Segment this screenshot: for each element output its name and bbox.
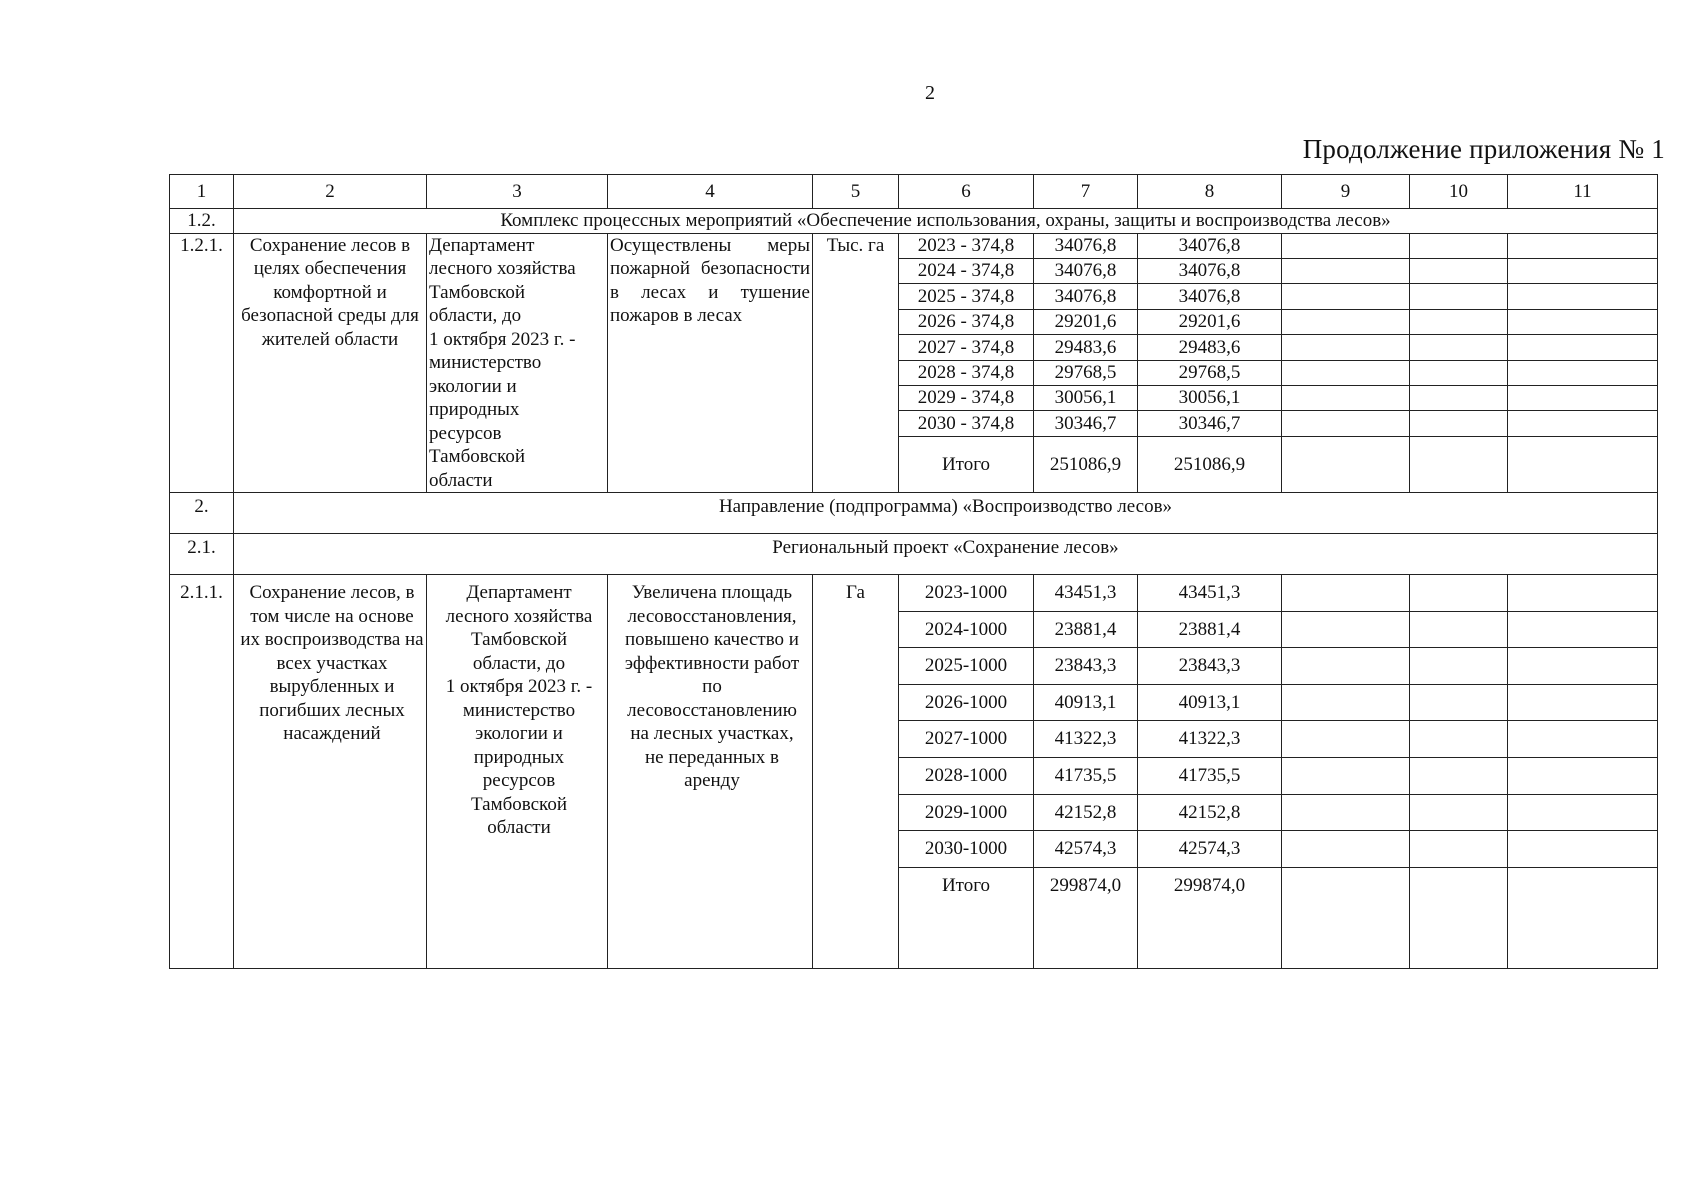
column-header: 1 <box>170 175 234 209</box>
amount-col7: 34076,8 <box>1034 284 1138 309</box>
text-line: Тамбовской <box>471 629 567 650</box>
table-row <box>170 575 1658 612</box>
empty-cell <box>1282 233 1410 258</box>
empty-cell <box>1410 648 1508 685</box>
year-value: 2029-1000 <box>899 794 1034 831</box>
empty-cell <box>1282 794 1410 831</box>
year-value: 2025 - 374,8 <box>899 284 1034 309</box>
amount-col7: 34076,8 <box>1034 258 1138 283</box>
total-label: Итого <box>899 867 1034 968</box>
amount-col7: 23881,4 <box>1034 611 1138 648</box>
text-line: на лесных участках, <box>630 723 794 744</box>
amount-col8: 41735,5 <box>1138 757 1282 794</box>
empty-cell <box>1282 360 1410 385</box>
empty-cell <box>1410 386 1508 411</box>
item-number: 2.1.1. <box>170 575 234 969</box>
empty-cell <box>1410 436 1508 492</box>
text-line: лесовосстановления, <box>627 605 797 627</box>
empty-cell <box>1508 233 1658 258</box>
column-header: 8 <box>1138 175 1282 209</box>
empty-cell <box>1410 309 1508 334</box>
empty-cell <box>1508 360 1658 385</box>
text-line: природных <box>429 399 520 420</box>
amount-col8: 30346,7 <box>1138 411 1282 436</box>
text-line: ресурсов <box>429 422 502 444</box>
responsible-org <box>427 575 608 969</box>
column-header: 2 <box>234 175 427 209</box>
empty-cell <box>1282 258 1410 283</box>
empty-cell <box>1410 575 1508 612</box>
text-line: области, до <box>472 652 566 674</box>
empty-cell <box>1410 335 1508 360</box>
section-title: Комплекс процессных мероприятий «Обеспечение использования, охраны, защиты и воспроизводства лесов» <box>234 209 1658 234</box>
empty-cell <box>1282 411 1410 436</box>
text-line: лесного хозяйства <box>429 258 576 279</box>
year-value: 2027 - 374,8 <box>899 335 1034 360</box>
text-line: по <box>702 676 722 697</box>
text-line: 1 октября 2023 г. - <box>445 676 593 697</box>
empty-cell <box>1282 386 1410 411</box>
empty-cell <box>1508 309 1658 334</box>
amount-col8: 41322,3 <box>1138 721 1282 758</box>
unit: Га <box>813 575 899 969</box>
amount-col7: 41735,5 <box>1034 757 1138 794</box>
amount-col8: 29483,6 <box>1138 335 1282 360</box>
empty-cell <box>1508 335 1658 360</box>
year-value: 2030-1000 <box>899 831 1034 868</box>
text-line: Департамент <box>429 234 535 256</box>
column-header: 7 <box>1034 175 1138 209</box>
total-col7: 299874,0 <box>1034 867 1138 968</box>
empty-cell <box>1410 284 1508 309</box>
text-line: Тамбовской <box>429 446 525 467</box>
unit: Тыс. га <box>813 233 899 493</box>
empty-cell <box>1410 360 1508 385</box>
text-line: министерство <box>462 699 576 721</box>
empty-cell <box>1282 575 1410 612</box>
empty-cell <box>1410 411 1508 436</box>
empty-cell <box>1508 611 1658 648</box>
section-row-2-1 <box>170 534 1658 575</box>
text-line: не переданных в <box>644 746 780 768</box>
text-line: повышено качество и <box>625 629 799 650</box>
amount-col7: 30346,7 <box>1034 411 1138 436</box>
amount-col7: 34076,8 <box>1034 233 1138 258</box>
amount-col8: 43451,3 <box>1138 575 1282 612</box>
text-line: Тамбовской <box>471 793 567 815</box>
amount-col7: 43451,3 <box>1034 575 1138 612</box>
column-header: 6 <box>899 175 1034 209</box>
empty-cell <box>1508 386 1658 411</box>
amount-col8: 23881,4 <box>1138 611 1282 648</box>
empty-cell <box>1410 611 1508 648</box>
amount-col7: 42574,3 <box>1034 831 1138 868</box>
text-line: экологии и <box>475 723 563 744</box>
amount-col7: 41322,3 <box>1034 721 1138 758</box>
empty-cell <box>1282 648 1410 685</box>
empty-cell <box>1508 575 1658 612</box>
amount-col7: 42152,8 <box>1034 794 1138 831</box>
header-row <box>170 175 1658 209</box>
empty-cell <box>1282 867 1410 968</box>
column-header: 9 <box>1282 175 1410 209</box>
empty-cell <box>1282 335 1410 360</box>
text-line: области, до <box>429 305 522 326</box>
section-number: 2. <box>170 493 234 534</box>
amount-col7: 40913,1 <box>1034 684 1138 721</box>
text-line: 1 октября 2023 г. - <box>429 328 576 350</box>
empty-cell <box>1410 867 1508 968</box>
table-row <box>170 233 1658 258</box>
item-name: Сохранение лесов в целях обеспечения комфортной и безопасной среды для жителей области <box>234 233 427 493</box>
year-value: 2024-1000 <box>899 611 1034 648</box>
empty-cell <box>1410 757 1508 794</box>
amount-col7: 29483,6 <box>1034 335 1138 360</box>
column-header: 3 <box>427 175 608 209</box>
empty-cell <box>1508 411 1658 436</box>
text-line: лесного хозяйства <box>445 605 593 627</box>
amount-col8: 34076,8 <box>1138 233 1282 258</box>
year-value: 2026-1000 <box>899 684 1034 721</box>
item-number: 1.2.1. <box>170 233 234 493</box>
amount-col7: 23843,3 <box>1034 648 1138 685</box>
empty-cell <box>1282 721 1410 758</box>
empty-cell <box>1508 258 1658 283</box>
year-value: 2023 - 374,8 <box>899 233 1034 258</box>
empty-cell <box>1410 831 1508 868</box>
empty-cell <box>1410 258 1508 283</box>
text-line: области <box>429 469 493 491</box>
page-number: 2 <box>925 82 935 104</box>
year-value: 2028-1000 <box>899 757 1034 794</box>
text-line: ресурсов <box>482 770 556 791</box>
text-line: аренду <box>684 770 740 791</box>
empty-cell <box>1282 611 1410 648</box>
year-value: 2029 - 374,8 <box>899 386 1034 411</box>
empty-cell <box>1410 233 1508 258</box>
text-line: эффективности работ <box>624 652 800 674</box>
section-number: 2.1. <box>170 534 234 575</box>
text-line: природных <box>473 746 565 768</box>
section-title: Региональный проект «Сохранение лесов» <box>234 534 1658 575</box>
empty-cell <box>1508 794 1658 831</box>
empty-cell <box>1282 436 1410 492</box>
total-label: Итого <box>899 436 1034 492</box>
text-line: Тамбовской <box>429 281 525 303</box>
amount-col8: 29201,6 <box>1138 309 1282 334</box>
empty-cell <box>1410 684 1508 721</box>
section-number: 1.2. <box>170 209 234 234</box>
amount-col8: 42574,3 <box>1138 831 1282 868</box>
amount-col8: 34076,8 <box>1138 258 1282 283</box>
total-col8: 299874,0 <box>1138 867 1282 968</box>
empty-cell <box>1282 284 1410 309</box>
empty-cell <box>1508 284 1658 309</box>
text-line: лесовосстановлению <box>627 699 797 721</box>
year-value: 2025-1000 <box>899 648 1034 685</box>
section-row-1-2 <box>170 209 1658 234</box>
total-col8: 251086,9 <box>1138 436 1282 492</box>
item-name: Сохранение лесов, в том числе на основе их воспроизводства на всех участках вырубленных и погибших лесных насаждений <box>234 575 427 969</box>
item-result: Осуществлены меры пожарной безопасности в лесах и тушение пожаров в лесах <box>608 233 813 493</box>
amount-col7: 30056,1 <box>1034 386 1138 411</box>
total-col7: 251086,9 <box>1034 436 1138 492</box>
amount-col8: 30056,1 <box>1138 386 1282 411</box>
empty-cell <box>1508 721 1658 758</box>
column-header: 4 <box>608 175 813 209</box>
amount-col8: 29768,5 <box>1138 360 1282 385</box>
text-line: Увеличена площадь <box>631 582 793 603</box>
amount-col8: 42152,8 <box>1138 794 1282 831</box>
section-title: Направление (подпрограмма) «Воспроизводство лесов» <box>234 493 1658 534</box>
text-line: Департамент <box>466 582 572 603</box>
empty-cell <box>1508 831 1658 868</box>
year-value: 2030 - 374,8 <box>899 411 1034 436</box>
empty-cell <box>1508 757 1658 794</box>
empty-cell <box>1508 867 1658 968</box>
text-line: области <box>487 817 551 838</box>
text-line: министерство <box>429 352 542 373</box>
empty-cell <box>1508 436 1658 492</box>
section-row-2 <box>170 493 1658 534</box>
empty-cell <box>1282 757 1410 794</box>
empty-cell <box>1508 684 1658 721</box>
page-heading: Продолжение приложения № 1 <box>1302 134 1665 164</box>
column-header: 11 <box>1508 175 1658 209</box>
year-value: 2028 - 374,8 <box>899 360 1034 385</box>
year-value: 2026 - 374,8 <box>899 309 1034 334</box>
empty-cell <box>1282 309 1410 334</box>
text-line: экологии и <box>429 375 517 397</box>
appendix-table <box>169 174 1658 969</box>
empty-cell <box>1410 794 1508 831</box>
column-header: 5 <box>813 175 899 209</box>
year-value: 2024 - 374,8 <box>899 258 1034 283</box>
amount-col7: 29201,6 <box>1034 309 1138 334</box>
item-result <box>608 575 813 969</box>
empty-cell <box>1282 684 1410 721</box>
responsible-org <box>427 233 608 493</box>
amount-col8: 34076,8 <box>1138 284 1282 309</box>
empty-cell <box>1508 648 1658 685</box>
empty-cell <box>1282 831 1410 868</box>
amount-col8: 23843,3 <box>1138 648 1282 685</box>
column-header: 10 <box>1410 175 1508 209</box>
amount-col8: 40913,1 <box>1138 684 1282 721</box>
year-value: 2027-1000 <box>899 721 1034 758</box>
empty-cell <box>1410 721 1508 758</box>
year-value: 2023-1000 <box>899 575 1034 612</box>
amount-col7: 29768,5 <box>1034 360 1138 385</box>
